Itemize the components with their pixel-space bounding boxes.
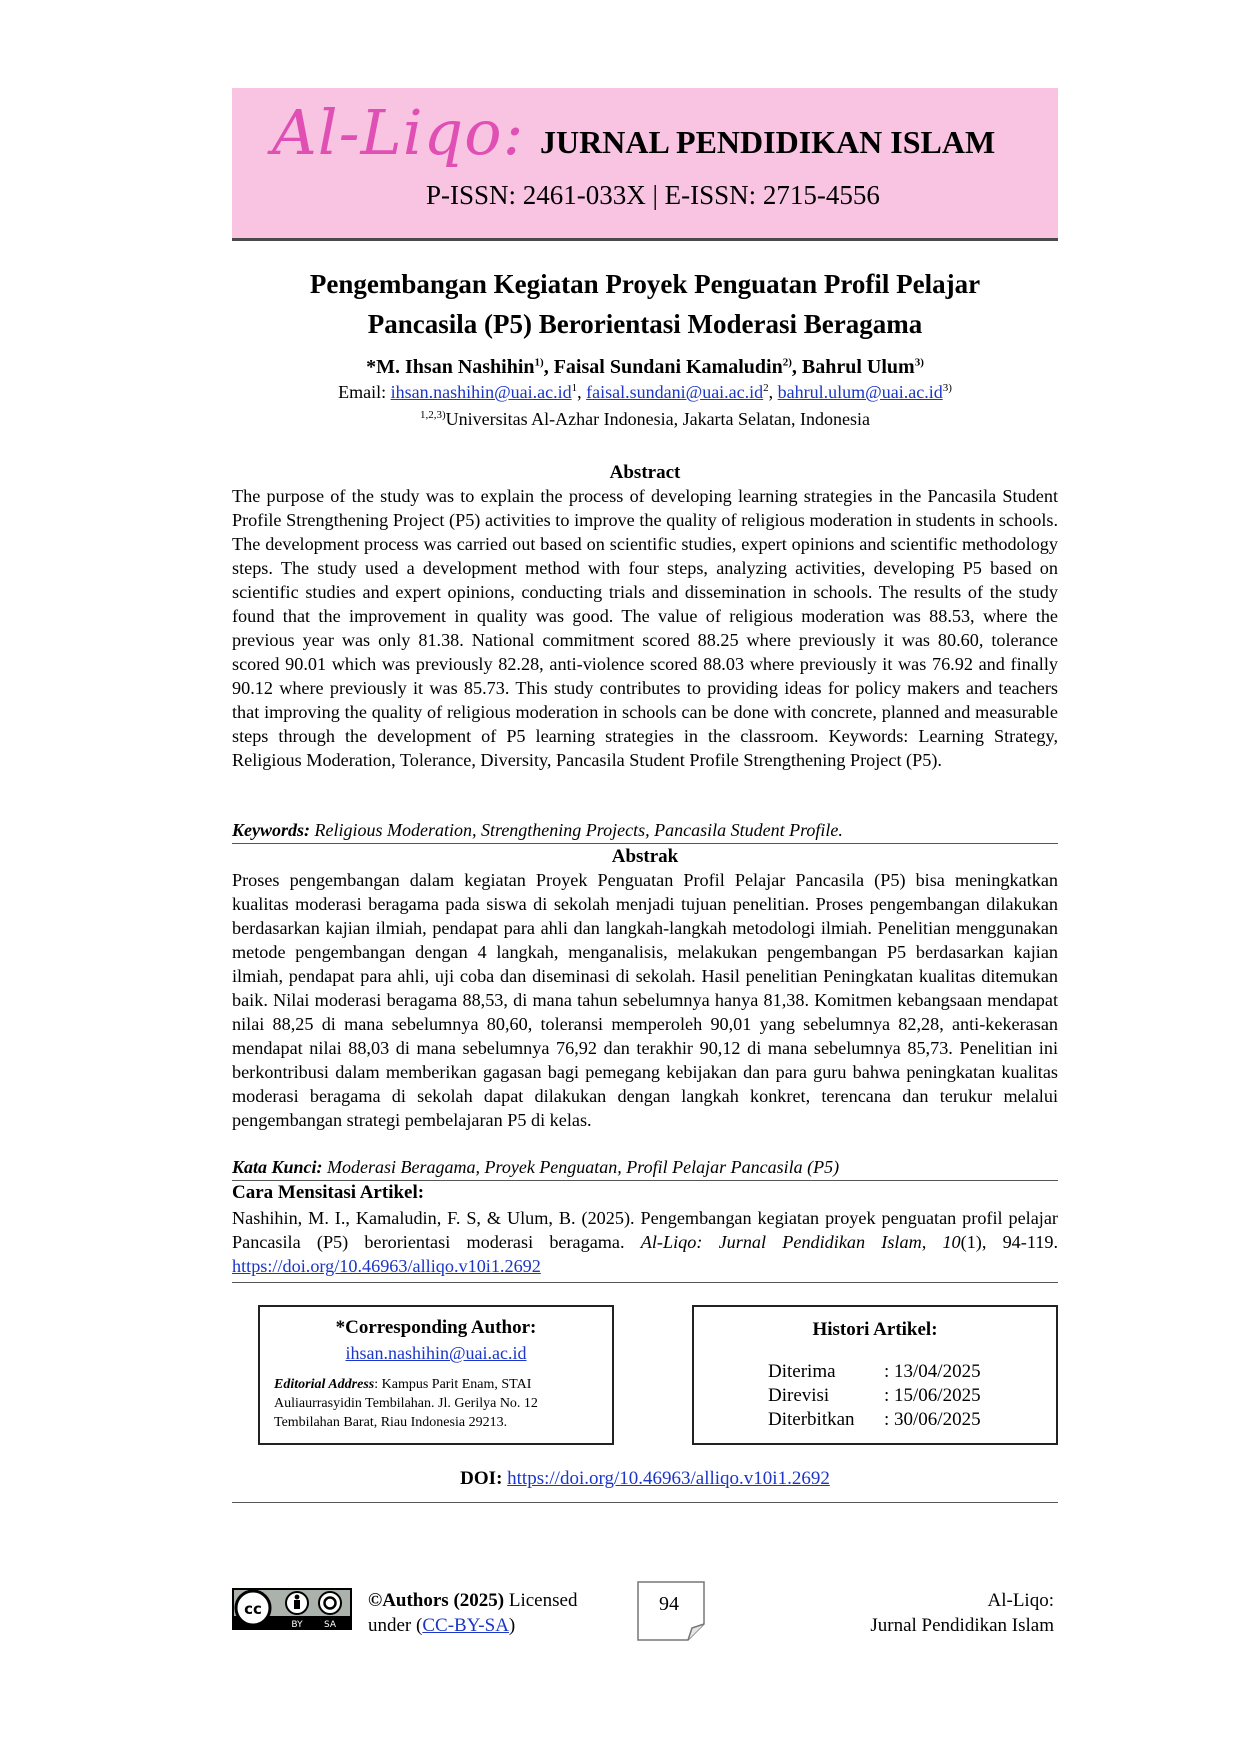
doi-line	[232, 1468, 1058, 1490]
keywords-en	[232, 820, 1058, 841]
citation-doi-link[interactable]: https://doi.org/10.46963/alliqo.v10i1.2692	[232, 1256, 541, 1276]
history-label: Direvisi	[768, 1385, 830, 1406]
affiliation-sup: 1,2,3)	[419, 409, 446, 421]
license-text	[368, 1588, 577, 1638]
article-title	[232, 264, 1058, 344]
footer-journal-line2: Jurnal Pendidikan Islam	[870, 1615, 1054, 1636]
by-label: BY	[291, 1620, 303, 1630]
page-number-badge	[636, 1580, 706, 1647]
affiliation	[232, 409, 1058, 430]
doi-link[interactable]: https://doi.org/10.46963/alliqo.v10i1.2692	[507, 1468, 830, 1489]
author-name: *M. Ihsan Nashihin	[366, 356, 535, 378]
license-pre: under (	[368, 1615, 423, 1636]
divider	[232, 1180, 1058, 1181]
title-line-1: Pengembangan Kegiatan Proyek Penguatan Profil Pelajar	[309, 269, 981, 299]
kata-kunci	[232, 1157, 1058, 1178]
author-emails: Email: $ihsan.nashihin@uai.ac.id^1$, $faisal.sundani@uai.ac.id^2$, $bahrul.ulum@uai.ac.id^{3)}$	[338, 382, 952, 402]
abstrak-heading: Abstrak	[611, 846, 679, 867]
corresponding-email-wrap	[260, 1343, 612, 1364]
divider	[232, 1502, 1058, 1503]
citation-issue: (1), 94-119.	[960, 1232, 1058, 1252]
title-line-2: Pancasila (P5) Berorientasi Moderasi Beragama	[367, 309, 923, 339]
history-label: Diterima	[768, 1361, 836, 1382]
issn-line: P-ISSN: 2461-033X | E-ISSN: 2715-4556	[426, 180, 880, 210]
abstrak-text: Proses pengembangan dalam kegiatan Proyek Penguatan Profil Pelajar Pancasila (P5) bisa meningkatkan kualitas moderasi beragama pada siswa di sekolah menjadi tujuan penelitian. Proses pengembangan dilakukan berdasarkan kajian ilmiah, pendapat para ahli dan langkah-langkah metodologi ilmiah. Penelitian menggunakan metode pengembangan dengan 4 langkah, menganalisis, melakukan pengembangan P5 berdasarkan kajian ilmiah, pendapat para ahli, uji coba dan diseminasi di sekolah. Hasil penelitian Peningkatan kualitas ditemukan baik. Nilai moderasi beragama 88,53, di mana tahun sebelumnya hanya 81,38. Komitmen kebangsaan mendapat nilai 88,25 di mana sebelumnya 80,60, toleransi memperoleh 90,01 yang sebelumnya 82,28, anti-kekerasan mendapat nilai 88,03 di mana sebelumnya 76,92 dan terakhir 90,12 di mana sebelumnya 85,73. Penelitian ini berkontribusi dalam memberikan gagasan bagi pemegang kebijakan dan para guru bahwa peningkatan kualitas moderasi beragama di sekolah dapat dilakukan dengan langkah konkret, terencana dan terukur melalui pengembangan strategi pembelajaran P5 di kelas.	[232, 870, 1058, 1130]
doi-label: DOI:	[460, 1468, 508, 1489]
author-sup: 1)	[534, 356, 544, 369]
affiliation-text: Universitas Al-Azhar Indonesia, Jakarta Selatan, Indonesia	[445, 409, 871, 429]
article-history-box	[692, 1305, 1058, 1445]
journal-script-logo: Al-Liqo:	[272, 96, 525, 169]
citation-plain: Nashihin, M. I., Kamaludin, F. S, & Ulum, B. (2025). Pengembangan kegiatan proyek penguatan profil pelajar Pancasila (P5) berorientasi moderasi beragama.	[232, 1208, 1058, 1252]
footer-journal-line1: Al-Liqo:	[987, 1590, 1054, 1611]
email-link[interactable]: faisal.sundani@uai.ac.id	[586, 382, 764, 402]
history-value: : 13/04/2025	[884, 1361, 981, 1382]
corresponding-email-link[interactable]: ihsan.nashihin@uai.ac.id	[345, 1343, 527, 1363]
email-sup: 1	[571, 382, 578, 394]
author-sup: 3)	[914, 356, 924, 369]
history-heading: Histori Artikel:	[812, 1319, 938, 1340]
citation-heading: Cara Mensitasi Artikel:	[232, 1182, 425, 1203]
email-link[interactable]: ihsan.nashihin@uai.ac.id	[390, 382, 572, 402]
footer-journal	[800, 1588, 1054, 1638]
corresponding-author-box	[258, 1305, 614, 1445]
sa-label: SA	[323, 1620, 337, 1630]
abstract-heading: Abstract	[609, 462, 681, 483]
cc-by-sa-icon	[232, 1588, 352, 1630]
journal-header-banner	[232, 88, 1058, 241]
page-number: 94	[659, 1593, 679, 1615]
license-bold: ©Authors (2025)	[368, 1590, 505, 1611]
license-post: )	[508, 1615, 516, 1636]
divider	[232, 843, 1058, 844]
page-curl-icon	[636, 1580, 706, 1642]
email-link[interactable]: bahrul.ulum@uai.ac.id	[777, 382, 943, 402]
keywords-values: Religious Moderation, Strengthening Projects, Pancasila Student Profile.	[310, 820, 843, 840]
history-value: : 15/06/2025	[884, 1385, 981, 1406]
editorial-text: : Kampus Parit Enam, STAI Auliaurrasyidin Tembilahan. Jl. Gerilya No. 12 Tembilahan Barat, Riau Indonesia 29213.	[274, 1377, 538, 1430]
author-name: Bahrul Ulum	[801, 356, 915, 378]
license-rest: Licensed	[504, 1590, 578, 1611]
email-sup: 3)	[942, 382, 952, 394]
keywords-label: Keywords:	[232, 820, 310, 840]
cc-glyph: cc	[244, 1600, 262, 1618]
citation-journal: Al-Liqo: Jurnal Pendidikan Islam, 10	[640, 1232, 961, 1252]
journal-name: JURNAL PENDIDIKAN ISLAM	[540, 124, 996, 160]
editorial-address	[274, 1375, 600, 1432]
cc-license-badge[interactable]	[232, 1588, 352, 1635]
author-sup: 2)	[782, 356, 792, 369]
email-label: Email:	[338, 382, 391, 402]
abstract-text: The purpose of the study was to explain the process of developing learning strategies in the Pancasila Student Profile Strengthening Project (P5) activities to improve the quality of religious moderation in students in schools. The development process was carried out based on scientific studies, expert opinions and scientific methodology steps. The study used a development method with four steps, analyzing activities, developing P5 based on scientific studies and expert opinions, conducting trials and dissemination in schools. The results of the study found that the improvement in quality was good. The value of religious moderation was 88.53, where the previous year was only 81.38. National commitment scored 88.25 where previously it was 80.60, tolerance scored 90.01 which was previously 82.28, anti-violence scored 88.03 where previously it was 76.92 and finally 90.12 where previously it was 85.73. This study contributes to providing ideas for policy makers and teachers that improving the quality of religious moderation in schools can be done with concrete, planned and measurable steps through the development of P5 learning strategies in the classroom. Keywords: Learning Strategy, Religious Moderation, Tolerance, Diversity, Pancasila Student Profile Strengthening Project (P5).	[232, 486, 1058, 770]
email-sup: 2	[763, 382, 769, 394]
author-list: *M. Ihsan Nashihin$^{1)}$, Faisal Sundani Kamaludin$^{2)}$, Bahrul Ulum$^{3)}$	[366, 356, 924, 378]
divider	[232, 1282, 1058, 1283]
citation-text	[232, 1206, 1058, 1278]
corresponding-heading: *Corresponding Author:	[335, 1317, 537, 1338]
kata-kunci-label: Kata Kunci:	[232, 1157, 323, 1177]
kata-kunci-values: Moderasi Beragama, Proyek Penguatan, Profil Pelajar Pancasila (P5)	[322, 1157, 840, 1177]
history-value: : 30/06/2025	[884, 1409, 981, 1430]
author-name: Faisal Sundani Kamaludin	[553, 356, 783, 378]
license-link[interactable]: CC-BY-SA	[422, 1615, 509, 1636]
history-label: Diterbitkan	[768, 1409, 855, 1430]
editorial-label: Editorial Address	[274, 1377, 375, 1392]
